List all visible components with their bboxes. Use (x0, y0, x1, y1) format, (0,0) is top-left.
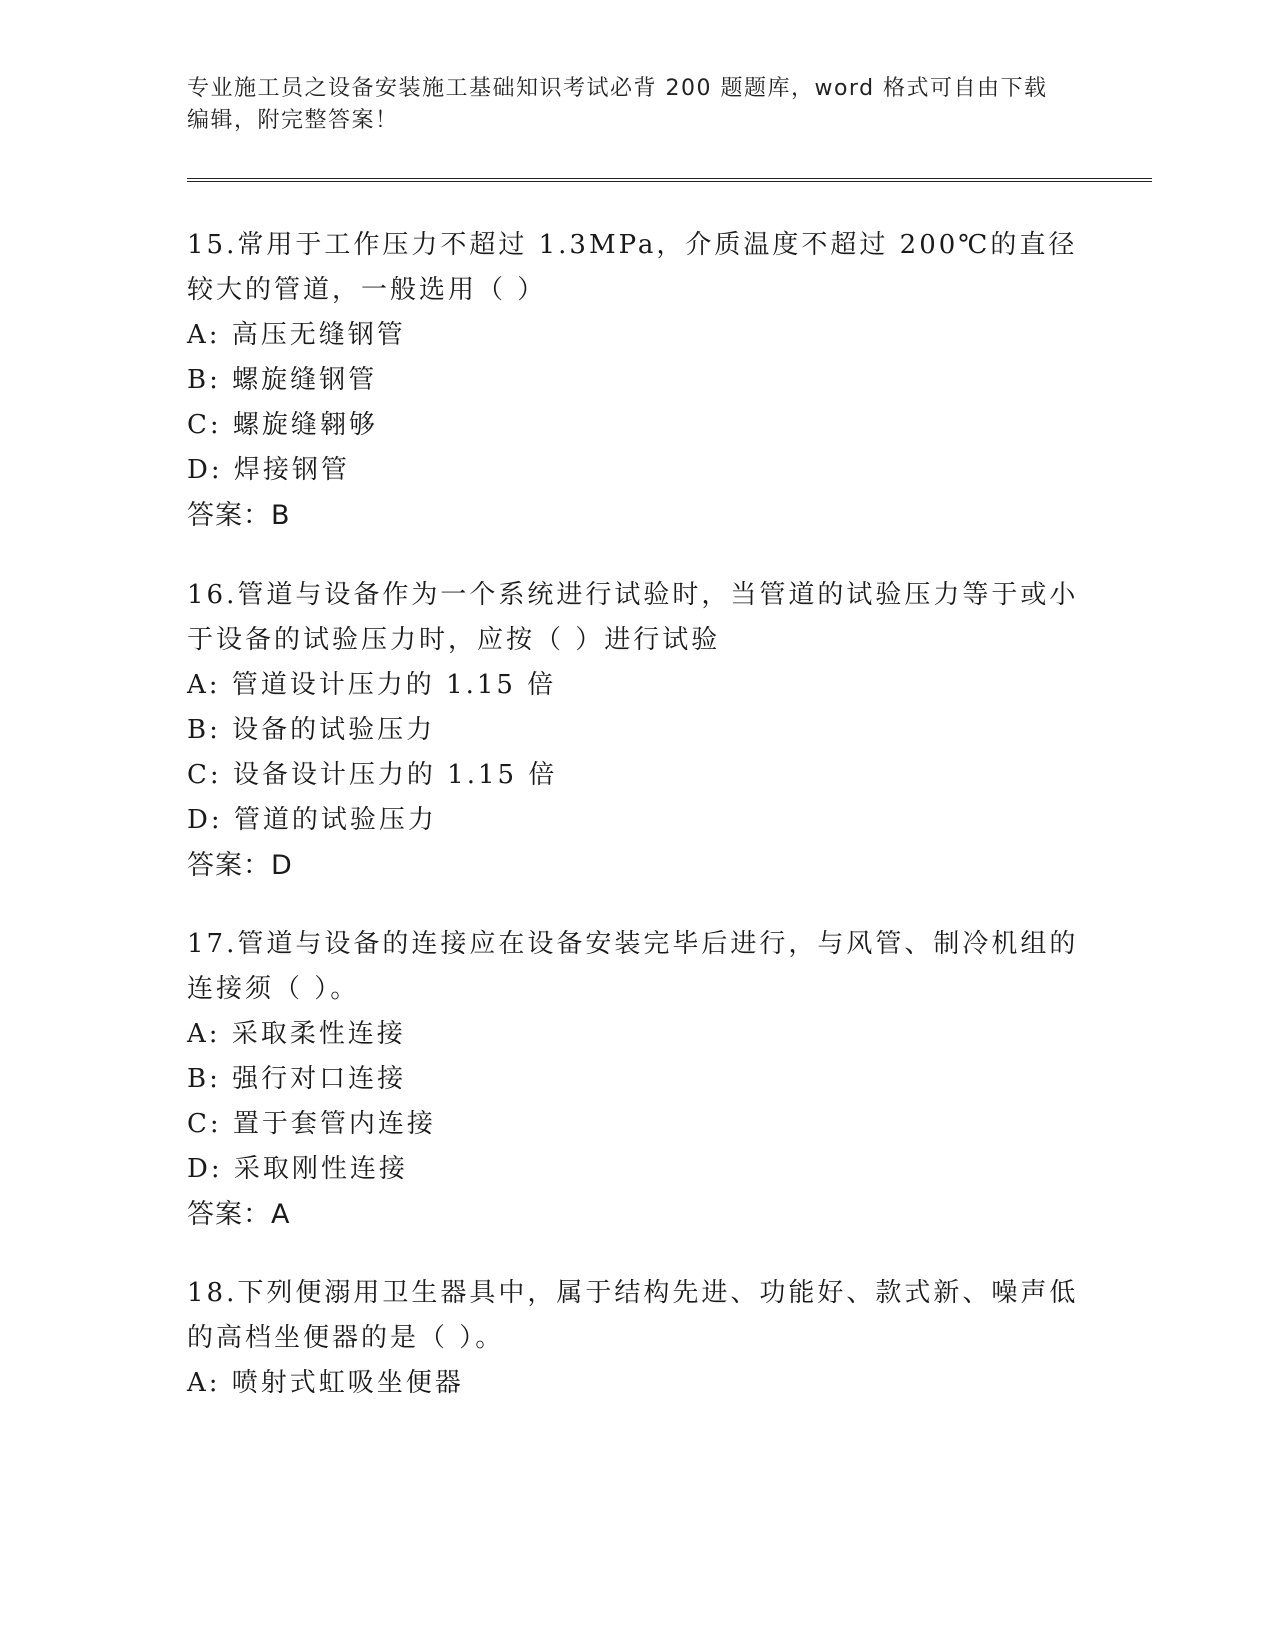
answer-label: 答案：A (187, 1199, 291, 1230)
option-d: D: 采取刚性连接 (187, 1154, 408, 1184)
option-c: C: 置于套管内连接 (187, 1109, 436, 1139)
page-header: 专业施工员之设备安装施工基础知识考试必背 200 题题库，word 格式可自由下载编辑，附完整答案！ (187, 76, 1048, 133)
answer-label: 答案：D (187, 850, 293, 881)
header-divider (187, 178, 1152, 182)
option-d: D: 管道的试验压力 (187, 805, 437, 835)
option-b: B: 强行对口连接 (187, 1064, 407, 1094)
option-b: B: 螺旋缝钢管 (187, 365, 378, 395)
option-c: C: 螺旋缝翱够 (187, 410, 378, 440)
question-stem: 16.管道与设备作为一个系统进行试验时，当管道的试验压力等于或小于设备的试验压力时，应按（ ）进行试验 (187, 580, 1079, 655)
question-stem: 18.下列便溺用卫生器具中，属于结构先进、功能好、款式新、噪声低的高档坐便器的是（ ）。 (187, 1278, 1079, 1353)
option-a: A: 高压无缝钢管 (187, 320, 406, 350)
question-stem: 17.管道与设备的连接应在设备安装完毕后进行，与风管、制冷机组的连接须（ ）。 (187, 929, 1079, 1004)
option-a: A: 喷射式虹吸坐便器 (187, 1368, 464, 1398)
question-17 (187, 922, 1087, 1237)
option-d: D: 焊接钢管 (187, 455, 350, 485)
option-c: C: 设备设计压力的 1.15 倍 (187, 760, 558, 790)
option-b: B: 设备的试验压力 (187, 715, 436, 745)
option-a: A: 管道设计压力的 1.15 倍 (187, 670, 557, 700)
option-a: A: 采取柔性连接 (187, 1019, 406, 1049)
question-16 (187, 573, 1087, 888)
question-18 (187, 1271, 1087, 1406)
question-15 (187, 223, 1087, 538)
question-stem: 15.常用于工作压力不超过 1.3MPa，介质温度不超过 200℃的直径较大的管道，一般选用（ ） (187, 230, 1078, 305)
answer-label: 答案：B (187, 500, 291, 531)
